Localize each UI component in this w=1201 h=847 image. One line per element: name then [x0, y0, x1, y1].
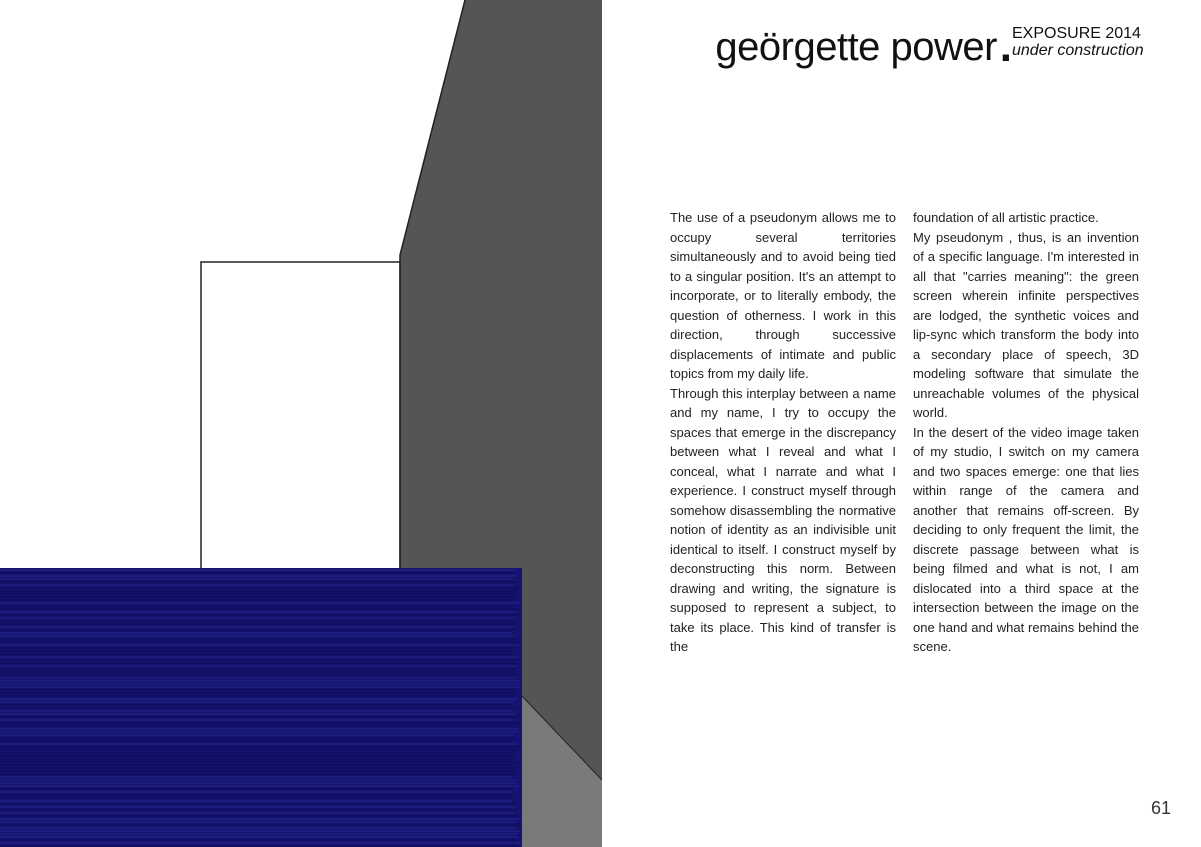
paragraph: The use of a pseudonym allows me to occupy several territories simultaneously and to avoid being tied to a singular position. It's an attempt to incorporate, or to literally embody, the question of otherness. I work in this direction, through successive displacements of intimate and public topics from my daily life.	[670, 210, 896, 381]
paragraph: foundation of all artistic practice.	[913, 210, 1099, 225]
exhibition-info	[1012, 25, 1152, 59]
paragraph: Through this interplay between a name and my name, I try to occupy the spaces that emerge in the discrepancy between what I reveal and what I conceal, what I narrate and what I experience. I construct myself through somehow disassembling the normative notion of identity as an indivisible unit identical to itself. I construct myself by deconstructing this norm. Between drawing and writing, the signature is supposed to represent a subject, to take its place. This kind of transfer is the	[670, 385, 896, 654]
text-page	[602, 0, 1201, 847]
blue-paper-stack	[0, 568, 522, 847]
text-column-1	[670, 208, 896, 657]
title-separator: .	[999, 22, 1012, 71]
paragraph: In the desert of the video image taken of my studio, I switch on my camera and two spaces emerge: one that lies within range of the camera and another that remains off-screen. By deciding to only frequent the limit, the discrete passage between what is being filmed and what is not, I am dislocated into a third space at the intersection between the image on the one hand and what remains behind the scene.	[913, 424, 1139, 654]
exhibition-subtitle: under construction	[1012, 42, 1144, 59]
doorway	[201, 262, 400, 582]
paragraph: My pseudonym , thus, is an invention of a specific language. I'm interested in all that "carries meaning": the green screen wherein infinite perspectives are lodged, the synthetic voices and lip-sync which transform the body into a secondary place of speech, 3D modeling software that simulate the unreachable volumes of the physical world.	[913, 229, 1139, 420]
page-header	[602, 22, 1142, 72]
artist-name: geörgette power	[715, 25, 997, 69]
page-number: 61	[1150, 798, 1171, 818]
text-column-2	[913, 208, 1139, 657]
exhibition-title: EXPOSURE 2014	[1012, 25, 1141, 42]
